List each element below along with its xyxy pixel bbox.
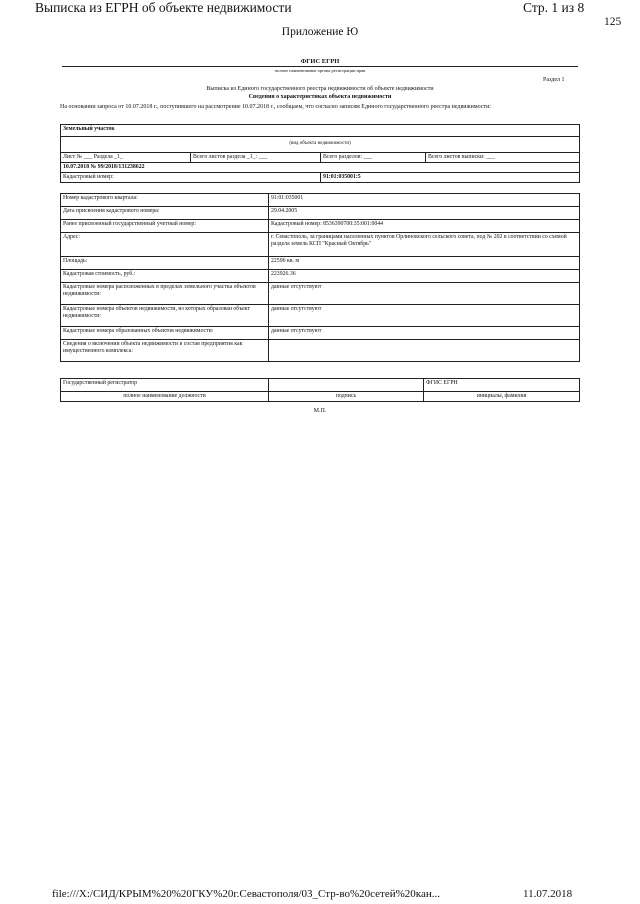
org-underline (62, 66, 578, 67)
caption-sign: подпись (269, 392, 424, 402)
org-caption: полное наименование органа регистрации прав (274, 68, 366, 73)
table-row: Кадастровая стоимость, руб.: 223926.36 (61, 270, 580, 283)
object-header-table (60, 124, 580, 183)
org-name: ФГИС ЕГРН (300, 58, 340, 65)
cadastral-value: 91:01:035001:5 (321, 173, 580, 183)
basis-text: На основании запроса от 10.07.2018 г., поступившего на рассмотрение 10.07.2018 г., сообщаем, что согласно записям Единого государственного реестра недвижимости: (60, 104, 491, 110)
object-type-caption: (вид объекта недвижимости) (61, 137, 580, 153)
table-row: Площадь: 22596 кв. м (61, 257, 580, 270)
stamp-place: М.П. (313, 408, 327, 414)
intro-subtitle: Сведения о характеристиках объекта недвижимости (248, 94, 392, 100)
cadastral-label: Кадастровый номер: (61, 173, 321, 183)
registrar-position: Государственный регистратор (61, 379, 269, 392)
table-row: Кадастровые номера образованных объектов недвижимости: данные отсутствуют (61, 327, 580, 340)
table-row: Кадастровые номера расположенных в пределах земельного участка объектов недвижимости: данные отсутствуют (61, 283, 580, 305)
table-row: Номер кадастрового квартала: 91:01:035001 (61, 194, 580, 207)
page-counter: Стр. 1 из 8 (523, 0, 585, 15)
object-type: Земельный участок (61, 125, 580, 137)
table-row: Дата присвоения кадастрового номера: 29.04.2005 (61, 207, 580, 220)
registrar-org: ФГИС ЕГРН (424, 379, 580, 392)
signature-cell (269, 379, 424, 392)
table-row: Ранее присвоенный государственный учетный номер: Кадастровый номер: 8536390700:35:001:0044 (61, 220, 580, 233)
characteristics-table (60, 193, 580, 362)
signature-table (60, 378, 580, 402)
section-label: Раздел 1 (543, 77, 565, 83)
table-row: Кадастровые номера объектов недвижимости, из которых образован объект недвижимости: данные отсутствуют (61, 305, 580, 327)
intro-line: Выписка из Единого государственного реестра недвижимости об объекте недвижимости (206, 86, 434, 92)
footer-file-path: file:///X:/СИД/КРЫМ%20%20ГКУ%20г.Севастополя/03_Стр-во%20сетей%20кан... (52, 888, 440, 900)
total-sheets-section: Всего листов раздела _1_: ___ (191, 153, 321, 163)
appendix-title: Приложение Ю (281, 26, 359, 38)
table-row: Сведения о включении объекта недвижимости в состав предприятия как имущественного комплекса: (61, 340, 580, 362)
footer-date: 11.07.2018 (523, 888, 573, 900)
extract-date-number: 10.07.2018 № 99/2018/131238622 (61, 163, 580, 173)
total-sections: Всего разделов: ___ (321, 153, 426, 163)
total-sheets-extract: Всего листов выписки: ___ (426, 153, 580, 163)
document-header-title: Выписка из ЕГРН об объекте недвижимости (35, 0, 292, 15)
caption-position: полное наименование должности (61, 392, 269, 402)
caption-name: инициалы, фамилия (424, 392, 580, 402)
sheet-label: Лист № ___ Раздела _1_ (61, 153, 191, 163)
table-row: Адрес: г. Севастополь, за границами населенных пунктов Орлиновского сельского совета, под № 202 в соответствии со схемой раздела земель КСП "Красный Октябрь" (61, 233, 580, 257)
page-number: 125 (604, 16, 622, 28)
